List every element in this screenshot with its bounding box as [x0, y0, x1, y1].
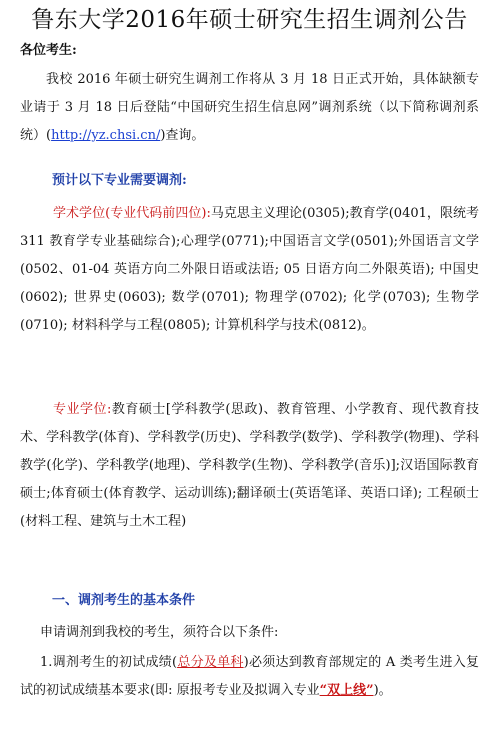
intro-paragraph [20, 66, 479, 150]
page-title: 鲁东大学2016年硕士研究生招生调剂公告 [31, 7, 468, 33]
chsi-link[interactable]: http://yz.chsi.cn/ [51, 128, 161, 143]
intro-text-end: )查询。 [160, 128, 205, 143]
section1-heading: 一、调剂考生的基本条件 [52, 593, 196, 608]
professional-degree-paragraph [20, 396, 479, 536]
academic-degree-list: 马克思主义理论(0305);教育学(0401，限统考 311 教育学专业基础综合);心理学(0771);中国语言文学(0501);外国语言文学(0502、01-04 英语方向二外限日语或法语; 05 日语方向二外限英语); 中国史(0602); 世界史(0603); 数学(0701); 物理学(0702); 化学(0703); 生物学(0710); 材料科学与工程(0805); 计算机科学与技术(0812)。 [20, 206, 479, 333]
condition-1-text-start: 1.调剂考生的初试成绩( [40, 655, 178, 670]
professional-degree-label: 专业学位: [53, 402, 112, 417]
expected-majors-heading: 预计以下专业需要调剂: [52, 173, 187, 188]
academic-degree-paragraph [20, 200, 479, 340]
academic-degree-label: 学术学位(专业代码前四位): [53, 206, 211, 221]
condition-1-paragraph [20, 649, 479, 705]
salutation: 各位考生: [20, 43, 77, 58]
condition-1-text-middle: )必须达到教育部规定的 A 类考生进入复试的初试成绩基本要求(即: 原报考专业及拟调入专业 [20, 655, 479, 698]
condition-1-text-end: )。 [373, 683, 392, 698]
professional-degree-list: 教育硕士[学科教学(思政)、教育管理、小学教育、现代教育技术、学科教学(体育)、学科教学(历史)、学科教学(数学)、学科教学(物理)、学科教学(化学)、学科教学(地理)、学科教学(生物)、学科教学(音乐)];汉语国际教育硕士;体育硕士(体育教学、运动训练);翻译硕士(英语笔译、英语口译); 工程硕士(材料工程、建筑与土木工程) [20, 402, 479, 529]
double-pass-quote: “双上线” [319, 683, 374, 698]
intro-text-start: 我校 2016 年硕士研究生调剂工作将从 3 月 18 日正式开始，具体缺额专业请于 3 月 18 日后登陆“中国研究生招生信息网”调剂系统（以下简称调剂系统）( [20, 72, 479, 143]
section1-intro: 申请调剂到我校的考生，须符合以下条件: [40, 625, 279, 640]
condition-1-highlight: 总分及单科 [177, 655, 244, 670]
